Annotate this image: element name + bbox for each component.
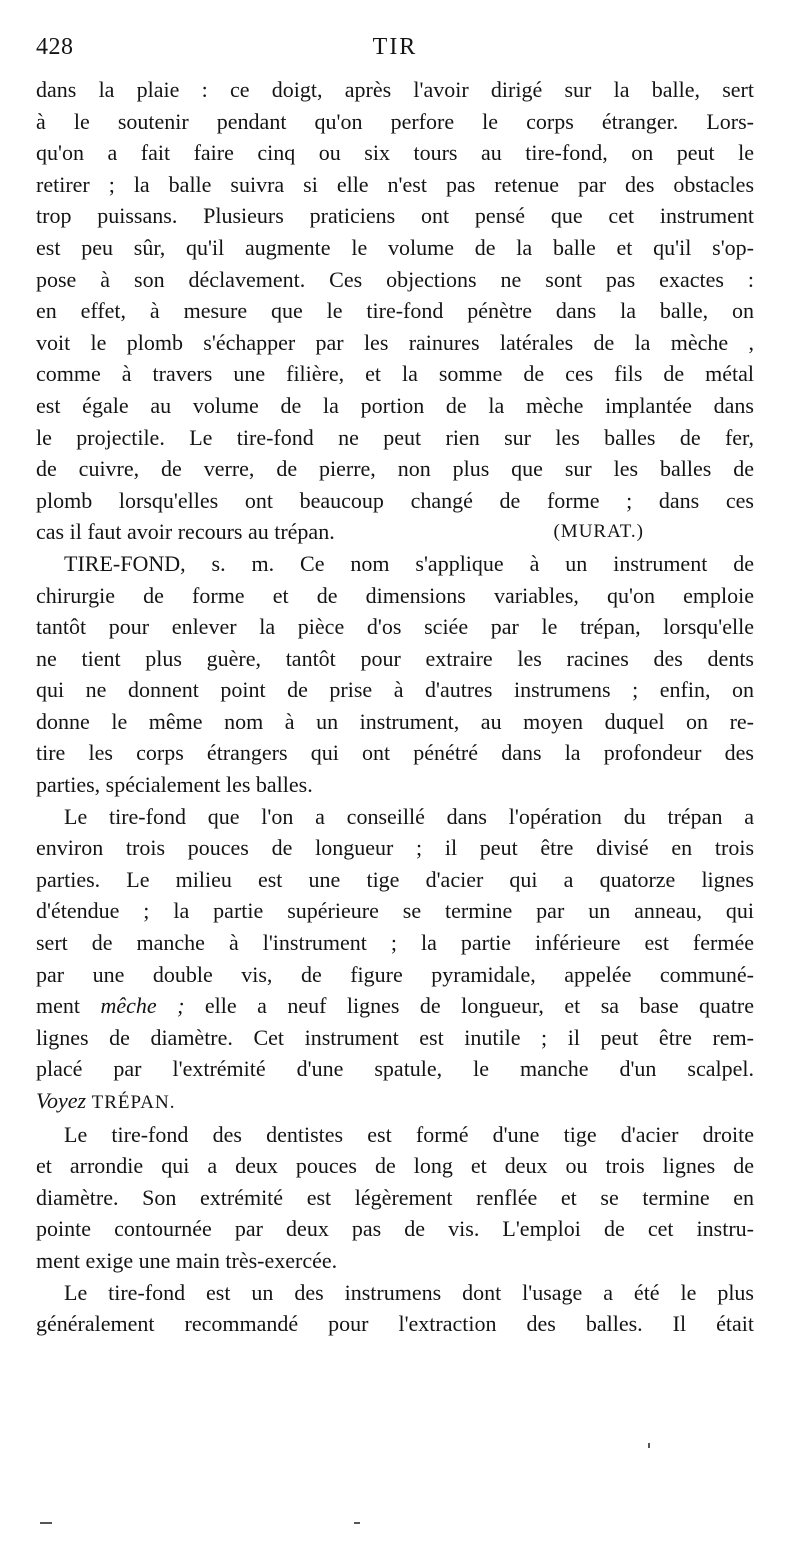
text-line: Le tire-fond est un des instrumens dont l'usage a été le plus [64,1279,754,1305]
text-line: environ trois pouces de longueur ; il peut être divisé en trois [36,835,754,861]
paragraph-continuation [36,74,754,548]
signature-line [36,516,754,548]
text-line: est peu sûr, qu'il augmente le volume de la balle et qu'il s'op- [36,234,754,260]
text-line: est égale au volume de la portion de la mèche implantée dans [36,392,754,418]
entry-headword-line: TIRE-FOND, s. m. Ce nom s'applique à un instrument de [64,550,754,576]
page-number: 428 [36,34,74,60]
text-line: voit le plomb s'échapper par les rainures latérales de la mèche , [36,329,754,355]
text-line: Le tire-fond des dentistes est formé d'une tige d'acier droite [64,1121,754,1147]
text-line: pose à son déclavement. Ces objections ne sont pas exactes : [36,266,754,292]
cross-reference-target: TRÉPAN. [91,1092,176,1113]
text-line: généralement recommandé pour l'extraction des balles. Il était [36,1311,754,1337]
text-line: cas il faut avoir recours au trépan. [36,519,335,545]
text-line: pointe contournée par deux pas de vis. L'emploi de cet instru- [36,1216,754,1242]
text-line: Le tire-fond que l'on a conseillé dans l'opération du trépan a [64,803,754,829]
text-line: par une double vis, de figure pyramidale, appelée communé- [36,961,754,987]
text-line: sert de manche à l'instrument ; la partie inférieure est fermée [36,930,754,956]
author-signature: (MURAT.) [553,521,644,543]
text-line: dans la plaie : ce doigt, après l'avoir dirigé sur la balle, sert [36,77,754,102]
scan-speck [648,1443,650,1448]
scan-speck [354,1522,360,1524]
text-line: à le soutenir pendant qu'on perfore le corps étranger. Lors- [36,108,754,134]
paragraph-extraction-balles [36,1277,754,1340]
text-line: le projectile. Le tire-fond ne peut rien sur les balles de fer, [36,424,754,450]
scan-speck [40,1522,52,1524]
text-line [36,990,754,1022]
text-line: parties. Le milieu est une tige d'acier qui a quatorze lignes [36,866,754,892]
text-line: trop puissans. Plusieurs praticiens ont pensé que cet instrument [36,203,754,229]
text-line: qui ne donnent point de prise à d'autres instrumens ; enfin, on [36,677,754,703]
text-line: retirer ; la balle suivra si elle n'est pas retenue par des obstacles [36,171,754,197]
text-line: et arrondie qui a deux pouces de long et deux ou trois lignes de [36,1153,754,1179]
paragraph-dentistes [36,1119,754,1277]
text-line: plomb lorsqu'elles ont beaucoup changé de forme ; dans ces [36,487,754,513]
text-line: ne tient plus guère, tantôt pour extraire les racines des dents [36,645,754,671]
body-text [36,74,754,1340]
text-line: qu'on a fait faire cinq ou six tours au tire-fond, on peut le [36,140,754,166]
text-line: ment exige une main très-exercée. [36,1247,338,1273]
text-line: en effet, à mesure que le tire-fond pénètre dans la balle, on [36,298,754,324]
text-line: d'étendue ; la partie supérieure se termine par un anneau, qui [36,898,754,924]
text-line: donne le même nom à un instrument, au moyen duquel on re- [36,708,754,734]
page-header [36,30,754,66]
text-line: diamètre. Son extrémité est légèrement renflée et se termine en [36,1184,754,1210]
text-line: chirurgie de forme et de dimensions variables, qu'on emploie [36,582,754,608]
text-line: placé par l'extrémité d'une spatule, le manche d'un scalpel. [36,1056,754,1082]
text-fragment: elle a neuf lignes de longueur, et sa base quatre [204,993,755,1019]
text-line: de cuivre, de verre, de pierre, non plus que sur les balles de [36,456,754,482]
entry-tire-fond [36,548,754,801]
running-head: TIR [372,34,418,60]
cross-reference-line [36,1085,754,1119]
cross-reference-label: Voyez [36,1088,87,1113]
italic-term: mêche ; [100,993,185,1019]
text-line: lignes de diamètre. Cet instrument est inutile ; il peut être rem- [36,1024,754,1050]
text-line: tire les corps étrangers qui ont pénétré dans la profondeur des [36,740,754,766]
text-line: comme à travers une filière, et la somme de ces fils de métal [36,361,754,387]
paragraph-trepan-tire-fond [36,801,754,1119]
text-line: tantôt pour enlever la pièce d'os sciée par le trépan, lorsqu'elle [36,614,754,640]
text-fragment: ment [36,993,80,1019]
text-line: parties, spécialement les balles. [36,772,313,798]
